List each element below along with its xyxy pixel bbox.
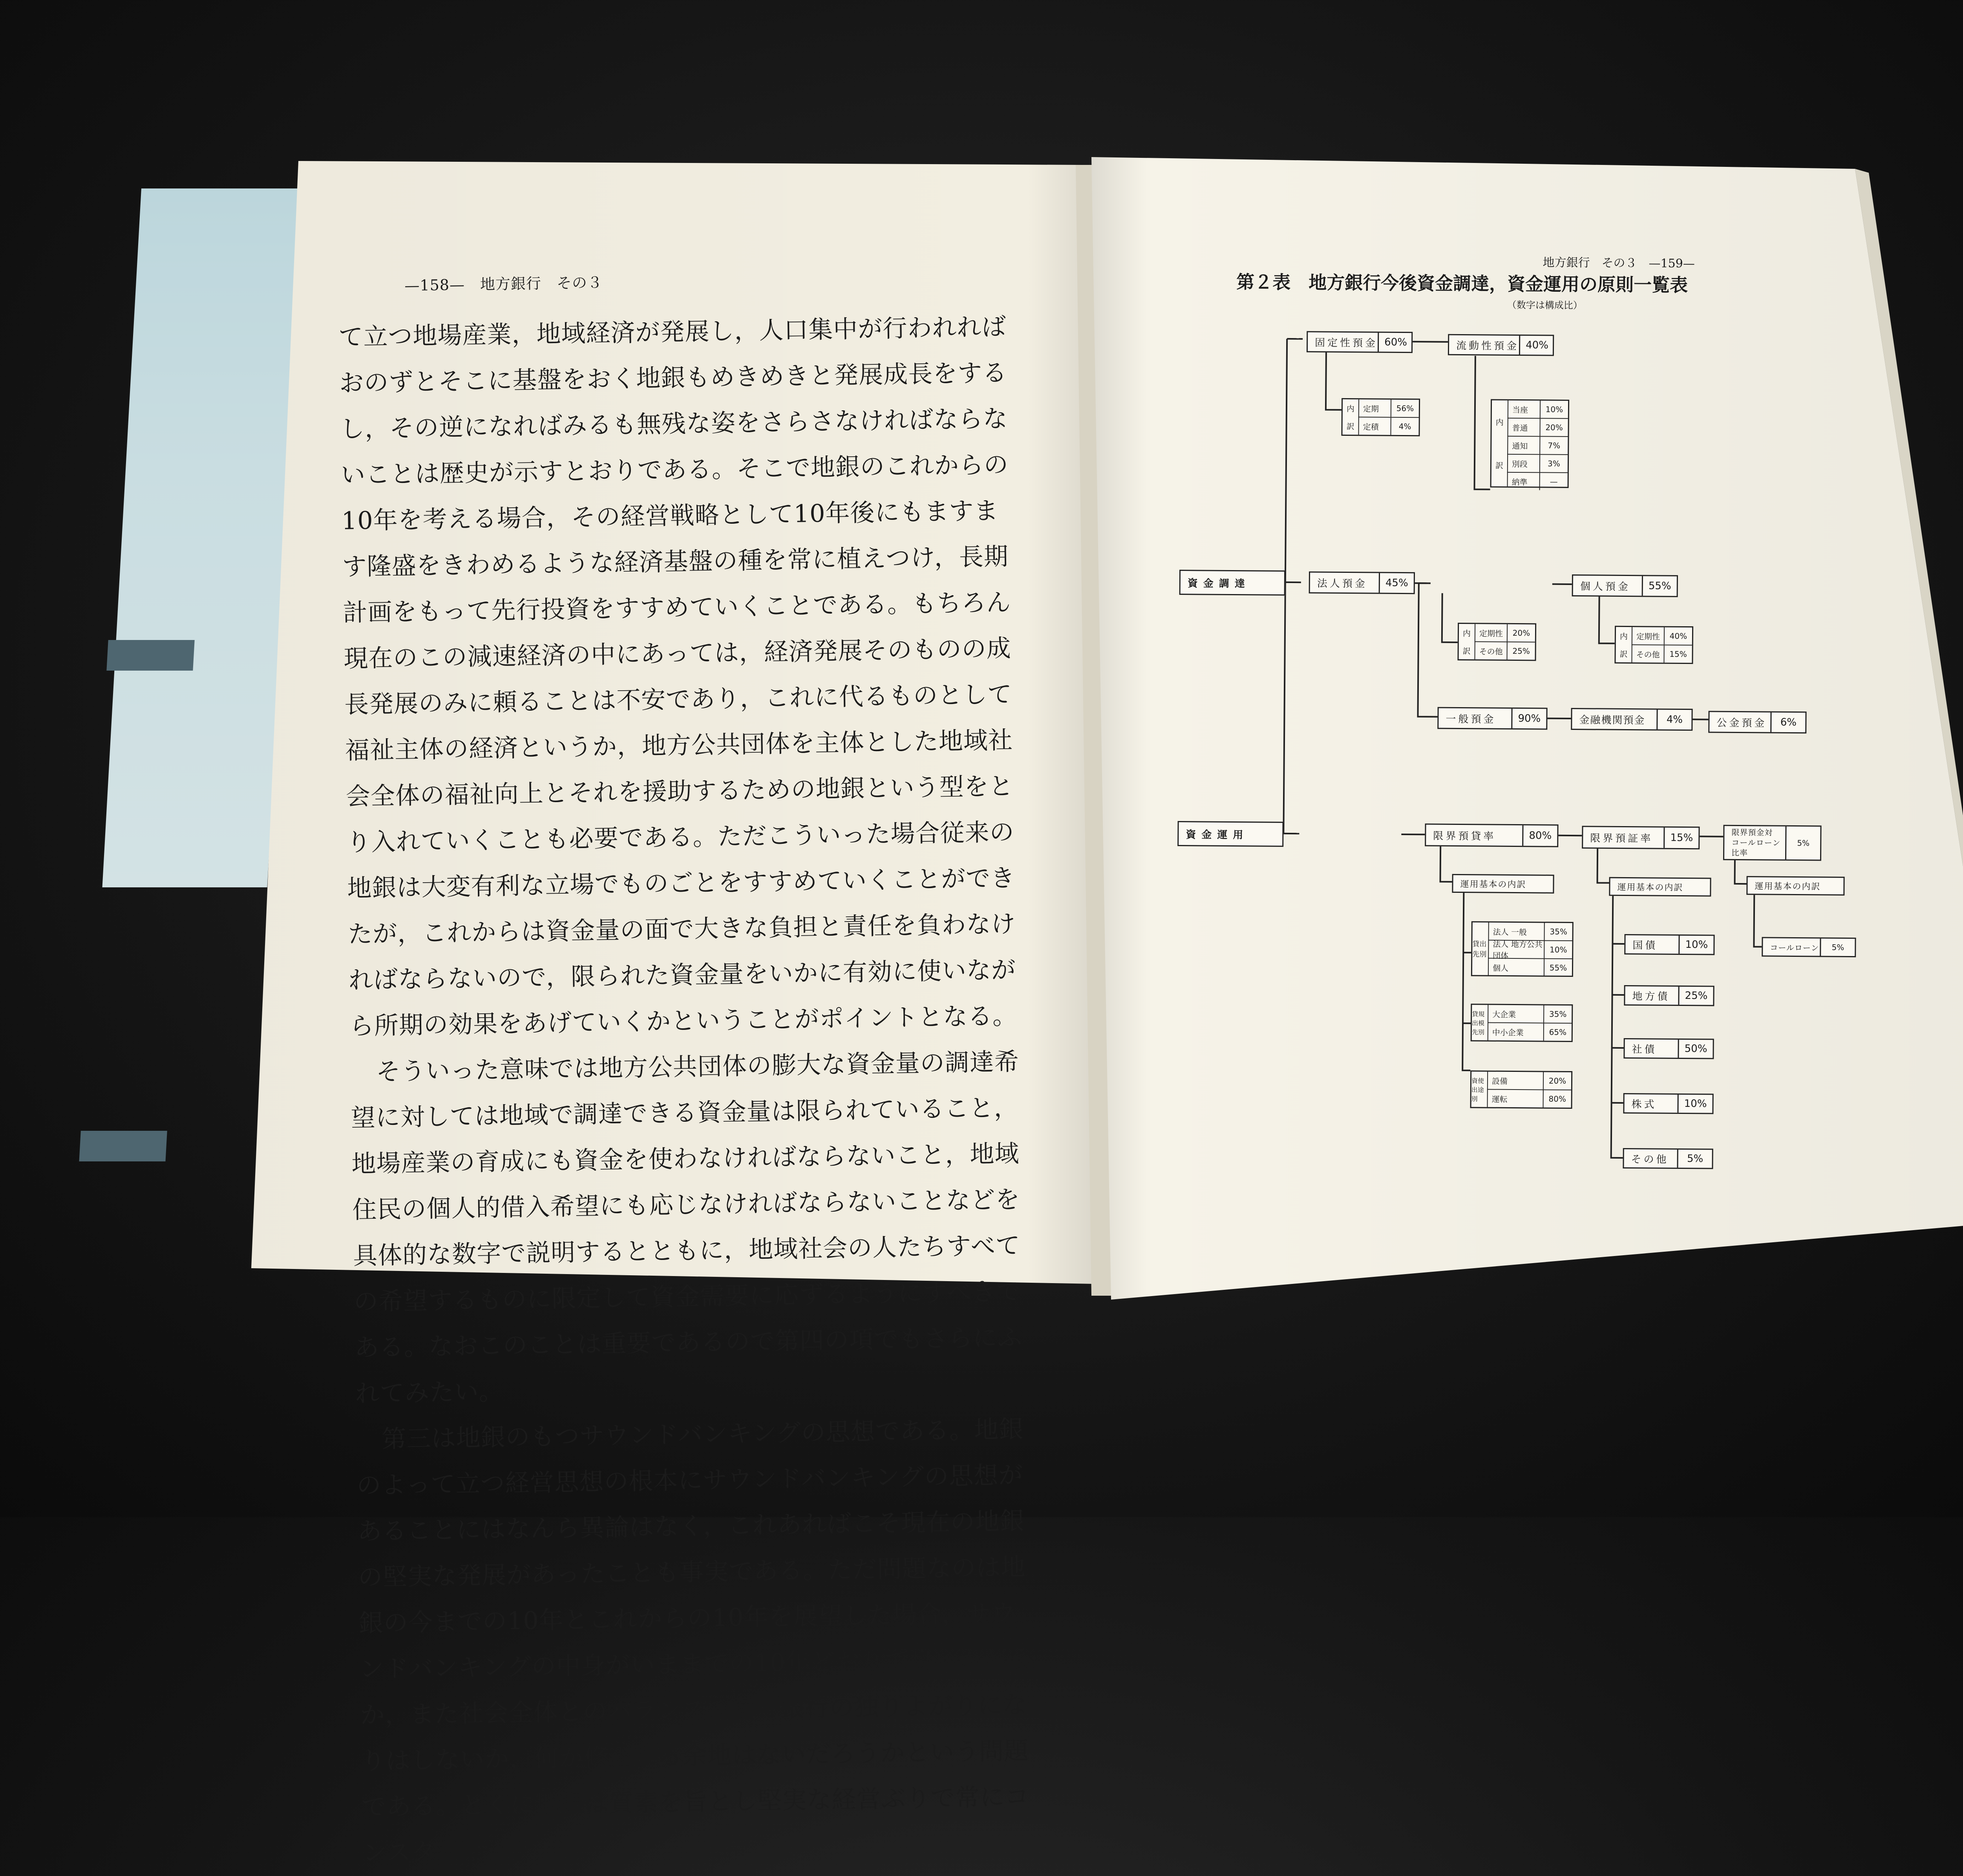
kotei-deposit-box: 固定性預金 60% [1307, 331, 1413, 353]
securities-item: 社債 50% [1623, 1038, 1714, 1059]
kotei-breakdown: 内 訳 定期 56% 定積 4% [1341, 398, 1420, 436]
paragraph: そういった意味では地方公共団体の膨大な資金量の調達希望に対しては地域で調達できる資金量は限られていること，地場産業の育成にも資金を使わなければならないこと，地域住民の個人的借入希望にも応じなければならないことなどを具体的な数字で説明するとともに，地域社会の人たちすべての希望するものに限定して資金需要に応ずるようにすべきである。なおこのことは重要であるので第四の項でもさらにふれてみたい。 [351, 1047, 1023, 1408]
hojin-breakdown: 内 訳 定期性 20% その他 25% [1457, 623, 1536, 661]
shikin-unyo-box: 資金運用 [1177, 821, 1283, 847]
unyo-uchiwake-box: 運用基本の内訳 [1609, 877, 1711, 897]
call-loan-box: コールローン 5% [1762, 937, 1856, 957]
hojin-deposit-box: 法人預金 45% [1309, 571, 1415, 594]
unyo-uchiwake-box: 運用基本の内訳 [1746, 876, 1844, 896]
right-page-header: 地方銀行 その３ —159— [1543, 256, 1695, 271]
genkai-yosho-box: 限界預証率 15% [1582, 826, 1700, 849]
kojin-breakdown: 内 訳 定期性 40% その他 15% [1614, 626, 1693, 664]
kashidashi-b: 貸規出模先別 大企業 35% 中小企業 65% [1471, 1004, 1573, 1042]
table-title: 第２表 地方銀行今後資金調達，資金運用の原則一覧表 [1236, 271, 1688, 296]
kashidashi-a: 貸出先別 法人 一般 35% 法人 地方公共団体 10% 個人 55% [1471, 921, 1574, 977]
left-page-header: —158— 地方銀行 その３ [404, 274, 603, 294]
table-subtitle: （数字は構成比） [1507, 299, 1583, 311]
securities-item: 株式 10% [1623, 1093, 1713, 1114]
genkai-call-box: 限界預金対 コールローン比率 5% [1723, 825, 1822, 861]
paragraph: 第三は地銀のもつサウンドバンキングの思想である。地銀のよって立つ経営思想の根本にサウンドバンキングの思想があることにはなんら異論はなく，これあればこそ現在の地銀の堅実な発展があったことも事実である。ただ問題なのは地銀の今までの10年とこれからの10年を展望した場合，サウンドバンキングの中身がいままでの10年どおりで良いかどうか，また社会全体とのバランスの面で銀行の独りよがりになりはしないか，何か修正する余地はないだろうかという問題である。とくに地銀は質素を旨とし堅実な経営ぶりで常にコンスタ [356, 1414, 1033, 1867]
kinyu-deposit-box: 金融機関預金 4% [1571, 708, 1692, 731]
genkai-yokashi-box: 限界預貸率 80% [1425, 823, 1558, 847]
ryudo-deposit-box: 流動性預金 40% [1448, 334, 1554, 356]
kashidashi-c: 資使出途別 設備 20% 運転 80% [1470, 1070, 1573, 1109]
securities-item: 国債 10% [1624, 934, 1714, 955]
unyo-uchiwake-box: 運用基本の内訳 [1452, 874, 1554, 894]
shikin-chotatsu-box: 資金調達 [1179, 570, 1285, 596]
kojin-deposit-box: 個人預金 55% [1572, 574, 1678, 597]
securities-item: その他 5% [1623, 1148, 1713, 1169]
kokin-deposit-box: 公金預金 6% [1708, 711, 1806, 733]
ippan-deposit-box: 一般預金 90% [1437, 707, 1547, 730]
ryudo-breakdown: 内 訳 当座 10% 普通 20% 通知 7% 別段 3% 納準 — [1490, 399, 1570, 488]
right-page [1116, 236, 1844, 1183]
securities-item: 地方債 25% [1624, 985, 1714, 1006]
left-page-text [338, 264, 1038, 1876]
paragraph: て立つ地場産業，地域経済が発展し，人口集中が行われればおのずとそこに基盤をおく地銀もめきめきと発展成長をするし，その逆になればみるも無残な姿をさらさなければならないことは歴史が示すとおりである。そこで地銀のこれからの10年を考える場合，その経営戦略として10年後にもますます隆盛をきわめるような経済基盤の種を常に植えつけ，長期計画をもって先行投資をすすめていくことである。もちろん現在のこの減速経済の中にあっては，経済発展そのものの成長発展のみに頼ることは不安であり，これに代るものとして福祉主体の経済というか，地方公共団体を主体とした地域社会全体の福祉向上とそれを援助するための地銀という型をとり入れていくことも必要である。ただこういった場合従来の地銀は大変有利な立場でものごとをすすめていくことができたが，これからは資金量の面で大きな負担と責任を負わなければならないので，限られた資金量をいかに有効に使いながら所期の効果をあげていくかということがポイントとなる。 [338, 312, 1018, 1040]
